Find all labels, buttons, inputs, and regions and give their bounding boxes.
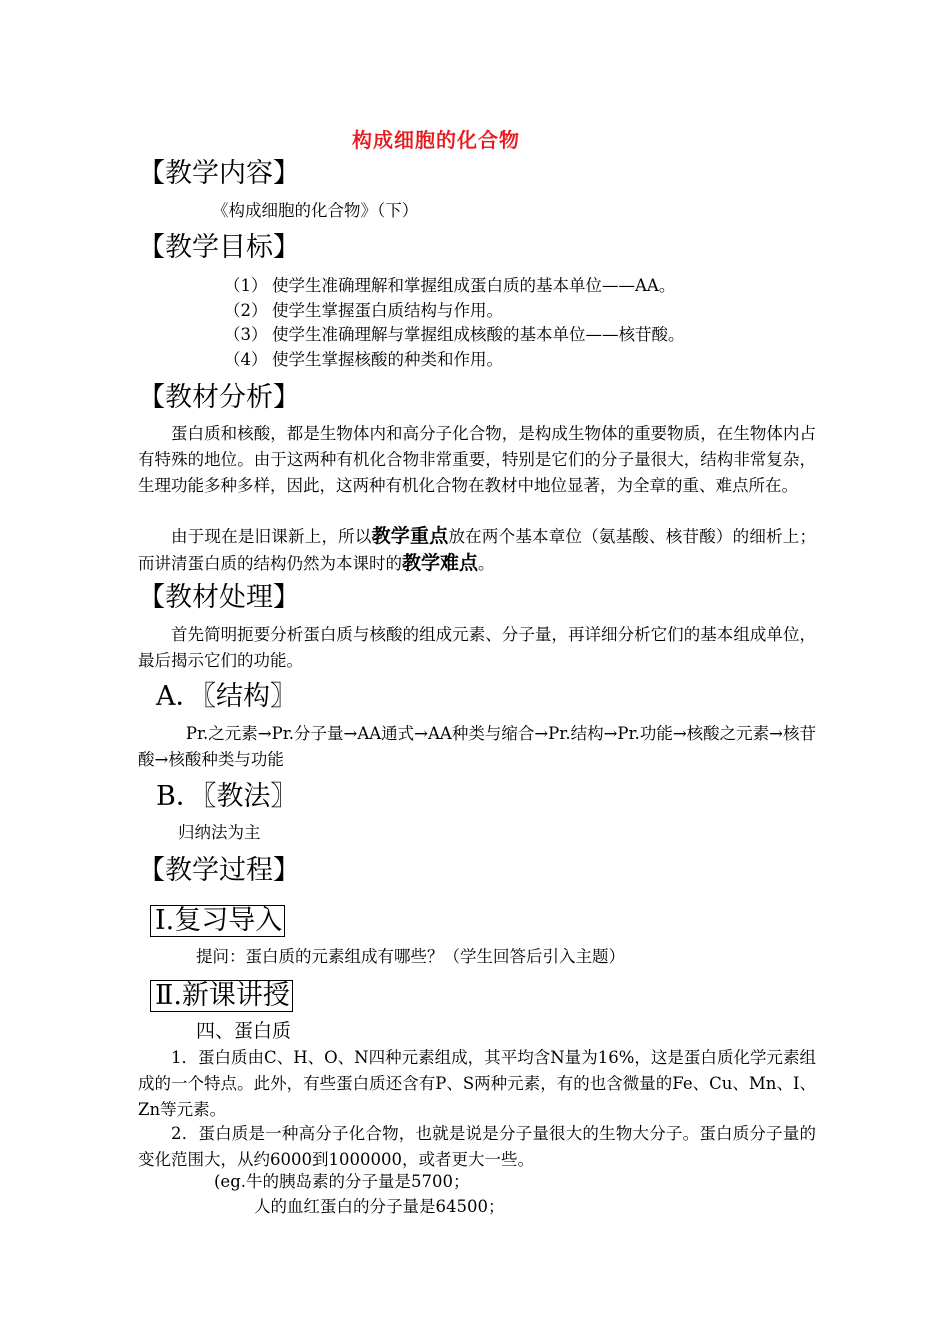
method-text: 归纳法为主 [178, 823, 261, 842]
protein-paragraph-1: 1．蛋白质由C、H、O、N四种元素组成，其平均含N量为16%，这是蛋白质化学元素组成的一个特点。此外，有些蛋白质还含有P、S两种元素，有的也含微量的Fe、Cu、Mn、I、Zn等元素。 [138, 1048, 816, 1119]
example-line-1: (eg.牛的胰岛素的分子量是5700； [214, 1172, 470, 1191]
processing-paragraph: 首先简明扼要分析蛋白质与核酸的组成元素、分子量，再详细分析它们的基本组成单位，最后揭示它们的功能。 [138, 625, 816, 670]
goal-text: 使学生掌握蛋白质结构与作用。 [272, 301, 503, 320]
heading-teaching-content: 【教学内容】 [138, 158, 300, 189]
heading-teaching-goals: 【教学目标】 [138, 232, 300, 263]
heading-teaching-process: 【教学过程】 [138, 855, 300, 886]
heading-material-processing: 【教材处理】 [138, 582, 300, 613]
goal-text: 使学生准确理解和掌握组成蛋白质的基本单位——AA。 [272, 276, 676, 295]
analysis-text: 由于现在是旧课新上，所以 [171, 527, 372, 546]
structure-text: Pr.之元素→Pr.分子量→AA通式→AA种类与缩合→Pr.结构→Pr.功能→核酸之元素→核苷酸→核酸种类与功能 [138, 724, 816, 769]
heading-material-analysis: 【教材分析】 [138, 382, 300, 413]
protein-paragraph-2: 2．蛋白质是一种高分子化合物，也就是说是分子量很大的生物大分子。蛋白质分子量的变化范围大，从约6000到1000000，或者更大一些。 [138, 1124, 816, 1169]
analysis-paragraph-1: 蛋白质和核酸，都是生物体内和高分子化合物，是构成生物体的重要物质，在生物体内占有特殊的地位。由于这两种有机化合物非常重要，特别是它们的分子量很大，结构非常复杂，生理功能多种多样，因此，这两种有机化合物在教材中地位显著，为全章的重、难点所在。 [138, 424, 816, 495]
heading-method: B．〖教法〗 [156, 781, 298, 812]
goal-text: 使学生掌握核酸的种类和作用。 [272, 350, 503, 369]
analysis-text: 放在两个基本章位（氨基酸、核苷酸）的细析上；而讲清蛋白质的结构仍然为本课时的 [138, 527, 817, 573]
part-review-intro: Ⅰ.复习导入 [150, 905, 285, 937]
goal-text: 使学生准确理解与掌握组成核酸的基本单位——核苷酸。 [272, 325, 685, 344]
goal-number: （4） [224, 350, 268, 369]
analysis-paragraph-2 [138, 523, 816, 577]
teaching-focus-label: 教学重点 [371, 525, 449, 547]
teaching-content-text: 《构成细胞的化合物》（下） [212, 201, 419, 220]
goal-item-4 [224, 349, 503, 371]
goal-item-1 [224, 275, 675, 297]
subsection-protein: 四、蛋白质 [196, 1020, 292, 1042]
part-new-lesson: Ⅱ.新课讲授 [150, 980, 293, 1012]
goal-item-2 [224, 300, 503, 322]
goal-number: （2） [224, 301, 268, 320]
goal-number: （1） [224, 276, 268, 295]
review-question: 提问：蛋白质的元素组成有哪些？（学生回答后引入主题） [196, 947, 625, 966]
heading-structure: A．〖结构〗 [156, 681, 297, 712]
goal-number: （3） [224, 325, 268, 344]
analysis-text: 。 [478, 554, 495, 573]
example-line-2: 人的血红蛋白的分子量是64500； [254, 1197, 505, 1216]
goal-item-3 [224, 324, 685, 346]
document-title: 构成细胞的化合物 [352, 128, 520, 152]
teaching-difficulty-label: 教学难点 [402, 552, 479, 574]
